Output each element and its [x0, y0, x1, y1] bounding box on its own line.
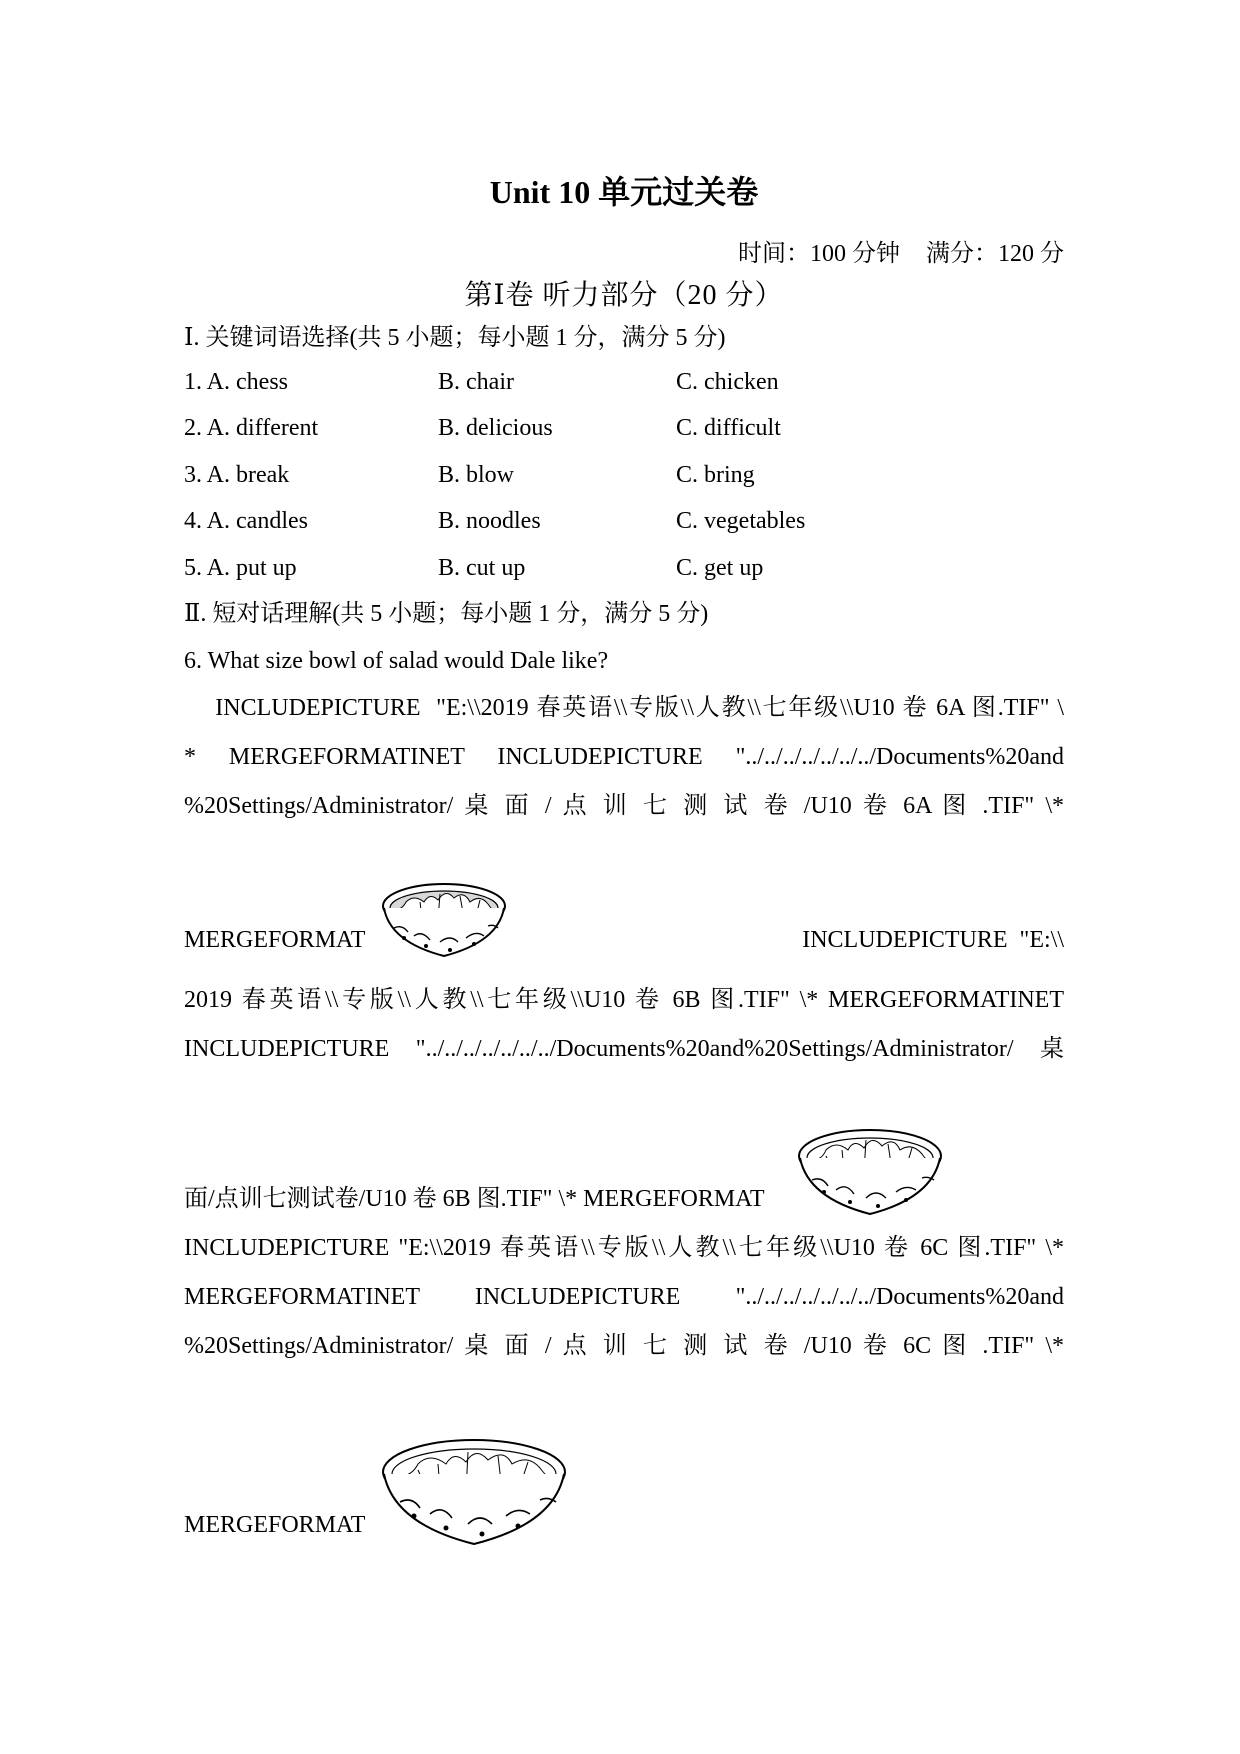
field-code-line: %20Settings/Administrator/ 桌 面 / 点 训 七 测 试 卷 /U10 卷 6A 图 .TIF" \*: [184, 793, 1064, 819]
option-b: B. cut up: [438, 555, 526, 581]
field-code-line: MERGEFORMAT: [184, 1512, 366, 1538]
option-c: C. bring: [676, 462, 755, 488]
document-page: [184, 0, 1064, 1754]
option-c: C. get up: [676, 555, 764, 581]
exam-meta: [738, 238, 1064, 270]
option-a: 3. A. break: [184, 462, 290, 488]
salad-bowl-small-image: [380, 880, 508, 960]
time-label: 时间：100 分钟: [738, 241, 900, 267]
field-code-line: 面/点训七测试卷/U10 卷 6B 图.TIF" \* MERGEFORMAT: [184, 1186, 765, 1212]
option-b: B. chair: [438, 369, 514, 395]
option-b: B. noodles: [438, 508, 541, 534]
option-c: C. chicken: [676, 369, 779, 395]
salad-bowl-large-image: [380, 1436, 568, 1548]
field-code-line: %20Settings/Administrator/ 桌 面 / 点 训 七 测 试 卷 /U10 卷 6C 图 .TIF" \*: [184, 1333, 1064, 1359]
field-code-line: 2019 春英语\\专版\\人教\\七年级\\U10 卷 6B 图.TIF" \* MERGEFORMATINET: [184, 987, 1064, 1013]
question-6: 6. What size bowl of salad would Dale like?: [184, 648, 609, 674]
section2-heading: Ⅱ. 短对话理解(共 5 小题；每小题 1 分，满分 5 分): [184, 601, 709, 627]
option-c: C. difficult: [676, 415, 781, 441]
option-a: 1. A. chess: [184, 369, 288, 395]
field-code-line: INCLUDEPICTURE "E:\\: [802, 927, 1064, 953]
option-a: 4. A. candles: [184, 508, 308, 534]
part-heading: 第Ⅰ卷 听力部分（20 分）: [464, 280, 784, 311]
field-code-line: INCLUDEPICTURE "E:\\2019 春英语\\专版\\人教\\七年级\\U10 卷 6A 图.TIF" \: [184, 695, 1064, 721]
salad-bowl-medium-image: [796, 1126, 944, 1218]
option-b: B. blow: [438, 462, 515, 488]
field-code-line: MERGEFORMAT: [184, 927, 366, 953]
field-code-line-right: [764, 924, 1064, 956]
option-a: 2. A. different: [184, 415, 319, 441]
field-code-line: MERGEFORMATINET INCLUDEPICTURE "../../../../../../../Documents%20and: [184, 1284, 1064, 1310]
score-label: 满分：120 分: [926, 241, 1064, 267]
document-title: Unit 10 单元过关卷: [489, 174, 759, 210]
section1-heading: Ⅰ. 关键词语选择(共 5 小题；每小题 1 分，满分 5 分): [184, 325, 726, 351]
option-c: C. vegetables: [676, 508, 806, 534]
field-code-line: INCLUDEPICTURE "E:\\2019 春英语\\专版\\人教\\七年级\\U10 卷 6C 图.TIF" \*: [184, 1235, 1064, 1261]
option-a: 5. A. put up: [184, 555, 297, 581]
field-code-line: * MERGEFORMATINET INCLUDEPICTURE "../../../../../../../Documents%20and: [184, 744, 1064, 770]
field-code-line: INCLUDEPICTURE "../../../../../../../Documents%20and%20Settings/Administrator/ 桌: [184, 1036, 1064, 1062]
option-b: B. delicious: [438, 415, 553, 441]
